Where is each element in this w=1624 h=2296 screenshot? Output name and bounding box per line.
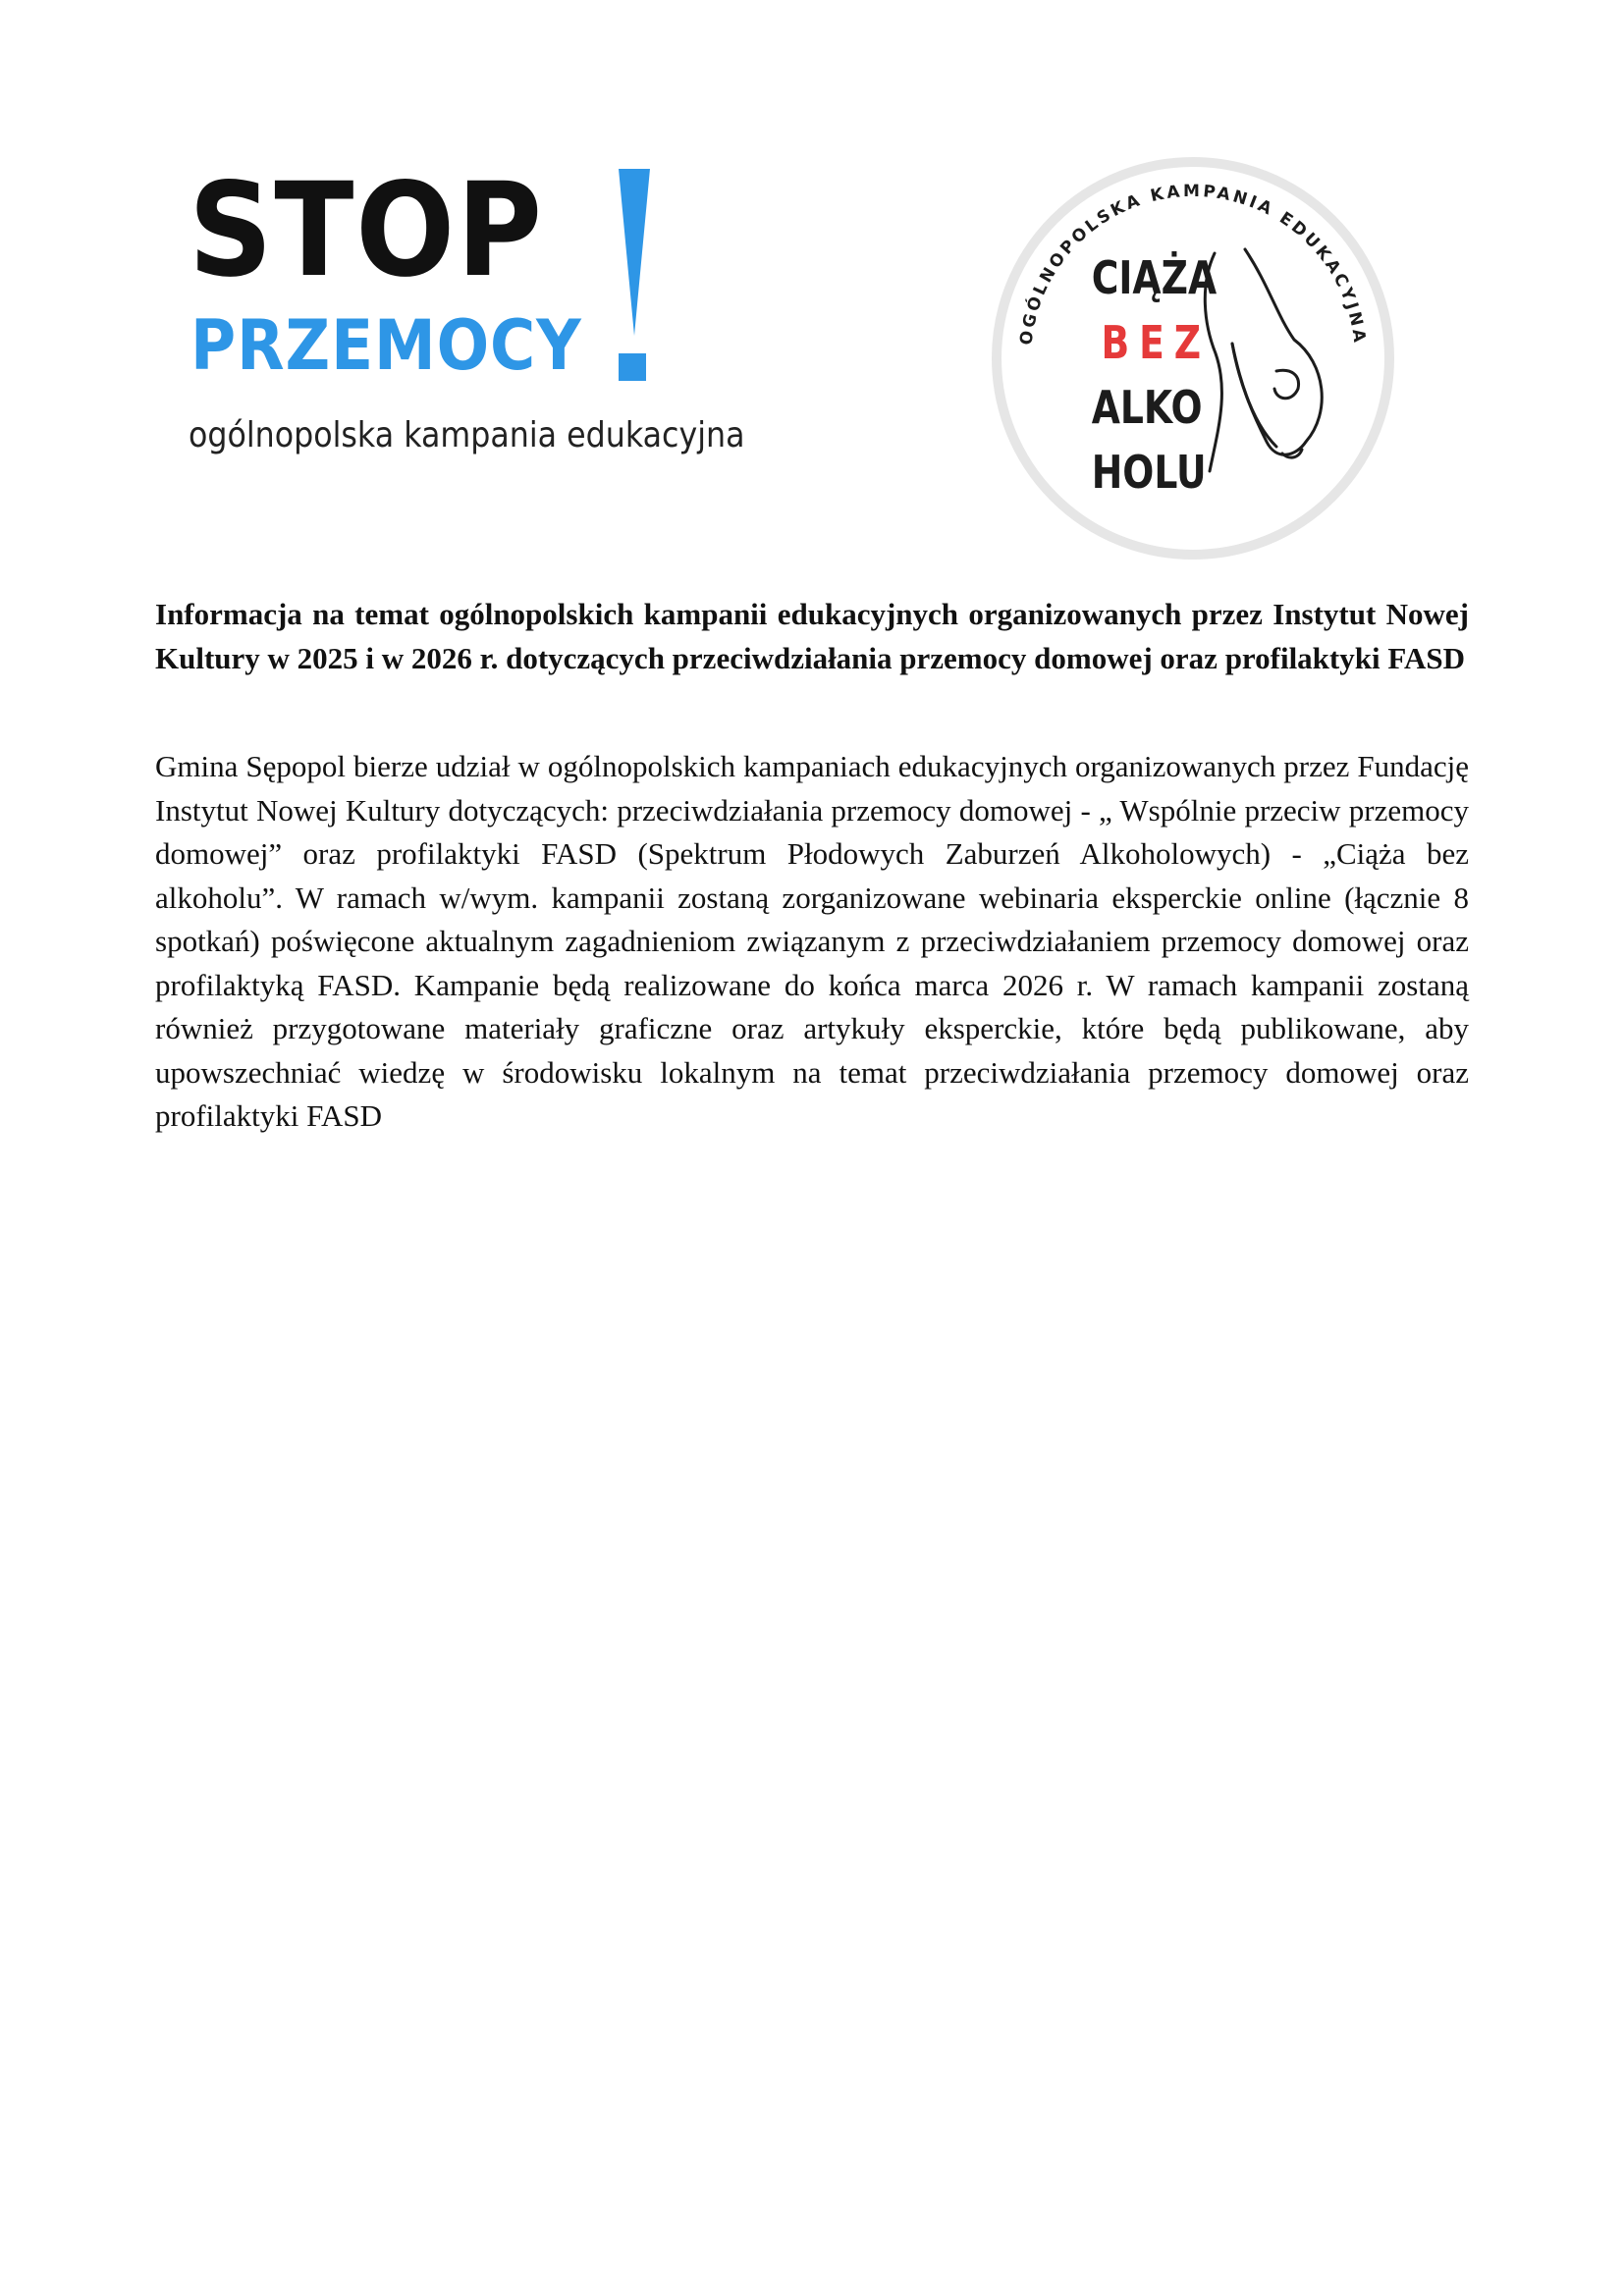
document-body: Gmina Sępopol bierze udział w ogólnopolskich kampaniach edukacyjnych organizowanych przez Fundację Instytut Nowej Kultury dotyczących: przeciwdziałania przemocy domowej - „ Wspólnie przeciw przemocy domowej” oraz profilaktyki FASD (Spektrum Płodowych Zaburzeń Alkoholowych) - „Ciąża bez alkoholu”. W ramach w/wym. kampanii zostaną zorganizowane webinaria eksperckie online (łącznie 8 spotkań) poświęcone aktualnym zagadnieniom związanym z przeciwdziałaniem przemocy domowej oraz profilaktyką FASD. Kampanie będą realizowane do końca marca 2026 r. W ramach kampanii zostaną również przygotowane materiały graficzne oraz artykuły eksperckie, które będą publikowane, aby upowszechniać wiedzę w środowisku lokalnym na temat przeciwdziałania przemocy domowej oraz profilaktyki FASD (155, 749, 1469, 1133)
logo-ring-text: OGÓLNOPOLSKA KAMPANIA EDUKACYJNA (1016, 181, 1370, 347)
logo-ciaza-line1: CIĄŻA (1091, 251, 1218, 304)
logo-ciaza-text (1080, 245, 1218, 505)
exclamation-dot-icon (619, 353, 646, 381)
logo-ciaza-line3: ALKO (1091, 381, 1203, 434)
exclamation-bar-icon (619, 169, 650, 336)
document-heading: Informacja na temat ogólnopolskich kampanii edukacyjnych organizowanych przez Instytut Nowej Kultury w 2025 i w 2026 r. dotyczących przeciwdziałania przemocy domowej oraz profilaktyki FASD (155, 597, 1469, 675)
logo-przemocy-text: PRZEMOCY (190, 305, 582, 386)
logo-ciaza-line2: BEZ (1101, 316, 1211, 369)
logo-ciaza-line4: HOLU (1091, 446, 1207, 499)
logo-stop-subtitle: ogólnopolska kampania edukacyjna (189, 415, 745, 455)
ciaza-bez-alkoholu-logo (982, 147, 1404, 569)
logo-stop-text: STOP (189, 155, 544, 306)
stop-przemocy-logo (187, 155, 745, 471)
